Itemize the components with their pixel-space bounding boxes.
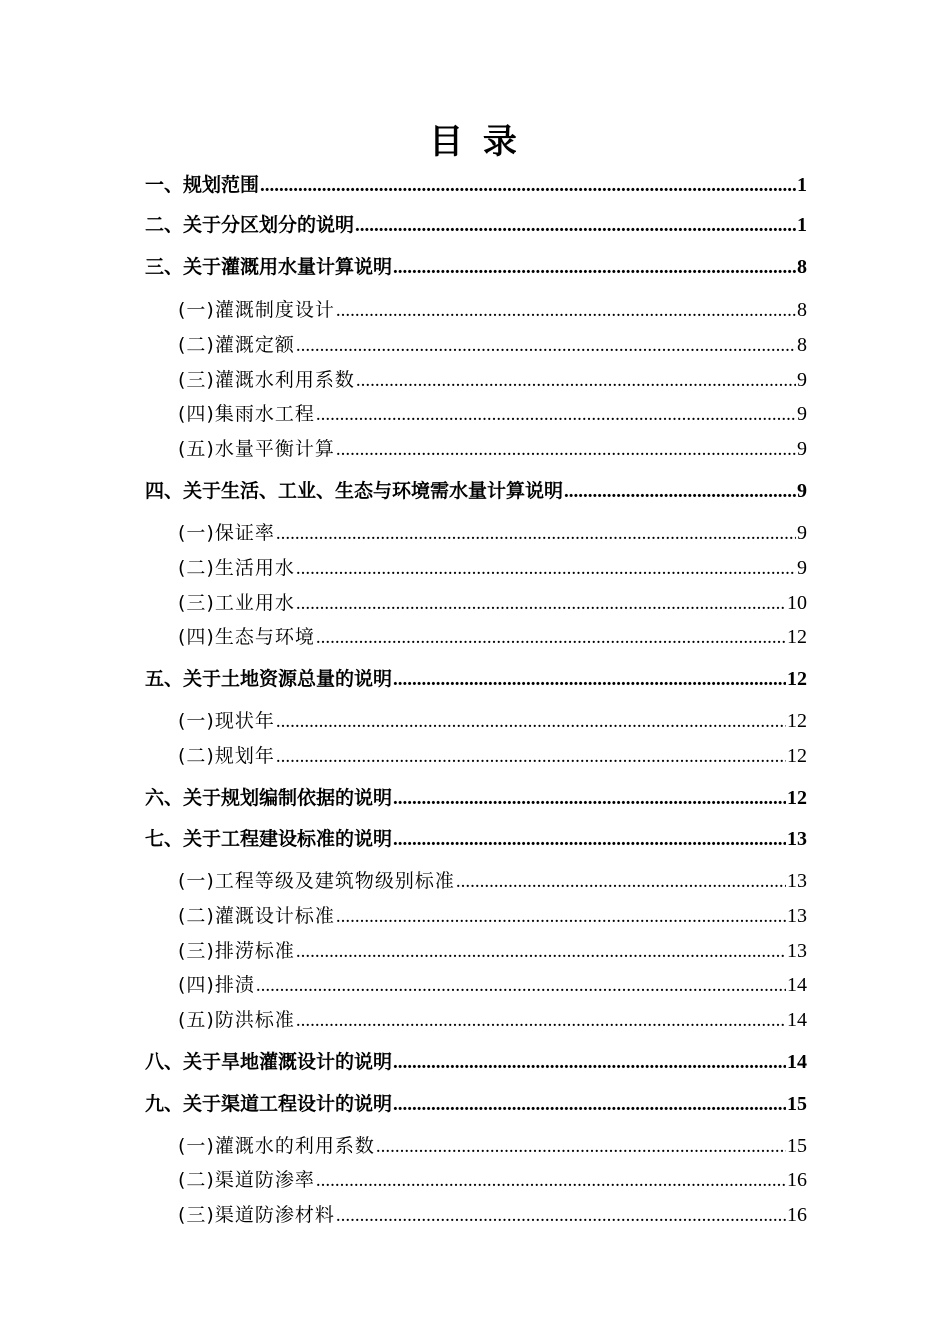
toc-page-number: 8: [797, 334, 807, 356]
toc-entry-title: (五)防洪标准: [178, 1009, 295, 1031]
toc-dot-leader: [276, 711, 786, 733]
toc-dot-leader: [336, 906, 786, 928]
toc-page-number: 13: [787, 940, 807, 962]
toc-entry-title: 二、关于分区划分的说明: [145, 214, 355, 236]
toc-dot-leader: [276, 746, 786, 768]
toc-page-number: 1: [797, 214, 807, 236]
toc-page-number: 13: [787, 905, 807, 927]
toc-page-number: 9: [797, 522, 807, 544]
toc-entry-title: (二)渠道防渗率: [178, 1169, 315, 1191]
toc-dot-leader: [393, 1094, 786, 1116]
toc-entry-title: 四、关于生活、工业、生态与环境需水量计算说明: [145, 480, 564, 502]
toc-entry-section[interactable]: [145, 824, 807, 851]
toc-entry-title: 六、关于规划编制依据的说明: [145, 787, 393, 809]
toc-dot-leader: [393, 257, 796, 279]
toc-entry-subsection[interactable]: [178, 1200, 807, 1227]
toc-entry-subsection[interactable]: [178, 518, 807, 545]
toc-entry-subsection[interactable]: [178, 365, 807, 392]
toc-dot-leader: [336, 1205, 786, 1227]
toc-entry-subsection[interactable]: [178, 622, 807, 649]
toc-page-number: 10: [787, 592, 807, 614]
toc-dot-leader: [296, 335, 796, 357]
page-title: 目 录: [429, 122, 521, 162]
toc-dot-leader: [296, 1010, 786, 1032]
toc-entry-title: (四)集雨水工程: [178, 403, 315, 425]
toc-dot-leader: [393, 829, 786, 851]
toc-page-number: 9: [797, 403, 807, 425]
toc-dot-leader: [296, 593, 786, 615]
toc-entry-subsection[interactable]: [178, 434, 807, 461]
toc-entry-subsection[interactable]: [178, 706, 807, 733]
toc-dot-leader: [356, 370, 796, 392]
toc-entry-subsection[interactable]: [178, 970, 807, 997]
toc-page-number: 15: [787, 1135, 807, 1157]
toc-dot-leader: [336, 300, 796, 322]
toc-entry-title: (四)生态与环境: [178, 626, 315, 648]
toc-entry-section[interactable]: [145, 252, 807, 279]
toc-entry-subsection[interactable]: [178, 936, 807, 963]
toc-page-number: 12: [787, 710, 807, 732]
toc-entry-title: (四)排渍: [178, 974, 255, 996]
toc-dot-leader: [456, 871, 786, 893]
toc-entry-section[interactable]: [145, 170, 807, 197]
toc-entry-title: (五)水量平衡计算: [178, 438, 335, 460]
toc-page-number: 12: [787, 787, 807, 809]
toc-dot-leader: [276, 523, 796, 545]
toc-entry-subsection[interactable]: [178, 1005, 807, 1032]
toc-entry-title: (二)生活用水: [178, 557, 295, 579]
toc-dot-leader: [296, 941, 786, 963]
toc-entry-title: (一)现状年: [178, 710, 275, 732]
toc-entry-section[interactable]: [145, 783, 807, 810]
toc-entry-section[interactable]: [145, 1089, 807, 1116]
toc-dot-leader: [316, 404, 796, 426]
toc-page-number: 16: [787, 1204, 807, 1226]
toc-entry-title: (三)工业用水: [178, 592, 295, 614]
toc-entry-subsection[interactable]: [178, 741, 807, 768]
toc-entry-title: (二)规划年: [178, 745, 275, 767]
toc-entry-title: (一)工程等级及建筑物级别标准: [178, 870, 455, 892]
toc-page-number: 15: [787, 1093, 807, 1115]
toc-entry-subsection[interactable]: [178, 901, 807, 928]
toc-page-number: 9: [797, 438, 807, 460]
toc-entry-subsection[interactable]: [178, 553, 807, 580]
toc-dot-leader: [256, 975, 786, 997]
toc-entry-title: (一)灌溉水的利用系数: [178, 1135, 375, 1157]
toc-dot-leader: [260, 175, 796, 197]
toc-dot-leader: [393, 1052, 786, 1074]
toc-page-number: 12: [787, 626, 807, 648]
toc-page-number: 8: [797, 299, 807, 321]
toc-entry-title: 五、关于土地资源总量的说明: [145, 668, 393, 690]
toc-entry-title: 七、关于工程建设标准的说明: [145, 828, 393, 850]
toc-page-number: 13: [787, 828, 807, 850]
toc-page-number: 16: [787, 1169, 807, 1191]
toc-page-number: 9: [797, 557, 807, 579]
toc-page-number: 12: [787, 668, 807, 690]
toc-entry-subsection[interactable]: [178, 330, 807, 357]
toc-entry-title: (二)灌溉设计标准: [178, 905, 335, 927]
toc-dot-leader: [316, 627, 786, 649]
toc-dot-leader: [393, 669, 786, 691]
toc-entry-section[interactable]: [145, 210, 807, 237]
toc-page-number: 14: [787, 1051, 807, 1073]
toc-entry-subsection[interactable]: [178, 295, 807, 322]
toc-page-number: 8: [797, 256, 807, 278]
toc-entry-title: (三)渠道防渗材料: [178, 1204, 335, 1226]
toc-entry-subsection[interactable]: [178, 588, 807, 615]
toc-entry-subsection[interactable]: [178, 1165, 807, 1192]
toc-entry-title: 一、规划范围: [145, 174, 260, 196]
toc-entry-title: (三)灌溉水利用系数: [178, 369, 355, 391]
toc-dot-leader: [564, 481, 796, 503]
toc-entry-title: 三、关于灌溉用水量计算说明: [145, 256, 393, 278]
toc-entry-subsection[interactable]: [178, 399, 807, 426]
toc-page-number: 13: [787, 870, 807, 892]
toc-dot-leader: [376, 1136, 786, 1158]
toc-entry-section[interactable]: [145, 476, 807, 503]
toc-dot-leader: [393, 788, 786, 810]
toc-entry-title: 九、关于渠道工程设计的说明: [145, 1093, 393, 1115]
toc-page-number: 9: [797, 480, 807, 502]
toc-entry-title: (一)灌溉制度设计: [178, 299, 335, 321]
toc-entry-subsection[interactable]: [178, 1131, 807, 1158]
toc-dot-leader: [355, 215, 796, 237]
toc-page-number: 1: [797, 174, 807, 196]
toc-entry-subsection[interactable]: [178, 866, 807, 893]
toc-entry-title: (一)保证率: [178, 522, 275, 544]
toc-dot-leader: [336, 439, 796, 461]
toc-page-number: 14: [787, 974, 807, 996]
toc-page-number: 14: [787, 1009, 807, 1031]
toc-page-number: 12: [787, 745, 807, 767]
toc-entry-title: 八、关于旱地灌溉设计的说明: [145, 1051, 393, 1073]
toc-entry-title: (二)灌溉定额: [178, 334, 295, 356]
toc-dot-leader: [296, 558, 796, 580]
toc-entry-section[interactable]: [145, 1047, 807, 1074]
toc-entry-section[interactable]: [145, 664, 807, 691]
toc-page-number: 9: [797, 369, 807, 391]
toc-entry-title: (三)排涝标准: [178, 940, 295, 962]
toc-dot-leader: [316, 1170, 786, 1192]
